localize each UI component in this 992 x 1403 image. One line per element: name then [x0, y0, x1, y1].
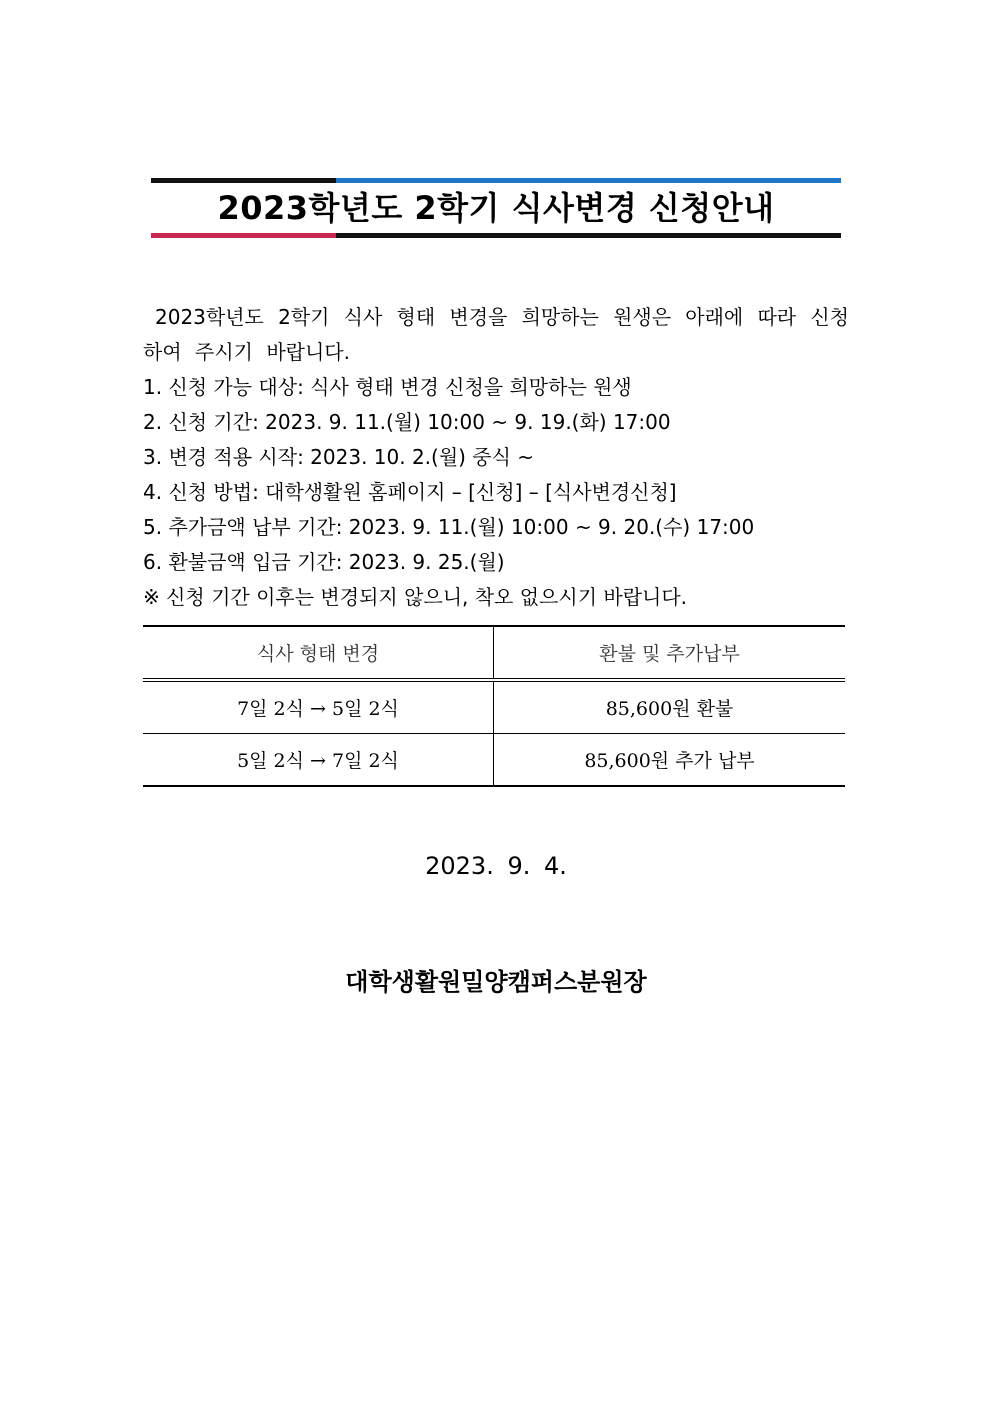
table-header-refund-payment: 환불 및 추가납부: [494, 626, 846, 680]
table-header-row: [143, 626, 845, 680]
table-cell-amount: 85,600원 환불: [494, 680, 846, 734]
table-header-meal-change: 식사 형태 변경: [143, 626, 494, 680]
document-date: 2023. 9. 4.: [425, 852, 567, 880]
list-item-start-date: 3. 변경 적용 시작: 2023. 10. 2.(월) 중식 ~: [143, 445, 535, 469]
notice-text: ※ 신청 기간 이후는 변경되지 않으니, 착오 없으시기 바랍니다.: [143, 585, 688, 609]
list-item-application-method: 4. 신청 방법: 대학생활원 홈페이지 – [신청] – [식사변경신청]: [143, 480, 677, 504]
list-item-payment-period: 5. 추가금액 납부 기간: 2023. 9. 11.(월) 10:00 ~ 9. 20.(수) 17:00: [143, 515, 755, 539]
table-row: [143, 680, 845, 734]
list-item-eligibility: 1. 신청 가능 대상: 식사 형태 변경 신청을 희망하는 원생: [143, 375, 632, 399]
fee-table: [143, 625, 845, 787]
issuer-signature: 대학생활원밀양캠퍼스분원장: [345, 968, 647, 996]
announcement-body: [143, 300, 849, 615]
list-item-application-period: 2. 신청 기간: 2023. 9. 11.(월) 10:00 ~ 9. 19.(화) 17:00: [143, 410, 671, 434]
title-top-rule-blue: [336, 178, 841, 183]
intro-paragraph: 2023학년도 2학기 식사 형태 변경을 희망하는 원생은 아래에 따라 신청하여 주시기 바랍니다.: [143, 305, 849, 364]
title-top-rule-black: [151, 178, 336, 183]
table-row: [143, 734, 845, 787]
title-bottom-rule-black: [336, 233, 841, 238]
title-banner: [151, 178, 841, 238]
table-cell-meal-change: 5일 2식 → 7일 2식: [143, 734, 494, 787]
list-item-refund-date: 6. 환불금액 입금 기간: 2023. 9. 25.(월): [143, 550, 505, 574]
page-title: 2023학년도 2학기 식사변경 신청안내: [217, 189, 775, 227]
table-cell-amount: 85,600원 추가 납부: [494, 734, 846, 787]
title-bottom-rule-red: [151, 233, 336, 238]
table-cell-meal-change: 7일 2식 → 5일 2식: [143, 680, 494, 734]
